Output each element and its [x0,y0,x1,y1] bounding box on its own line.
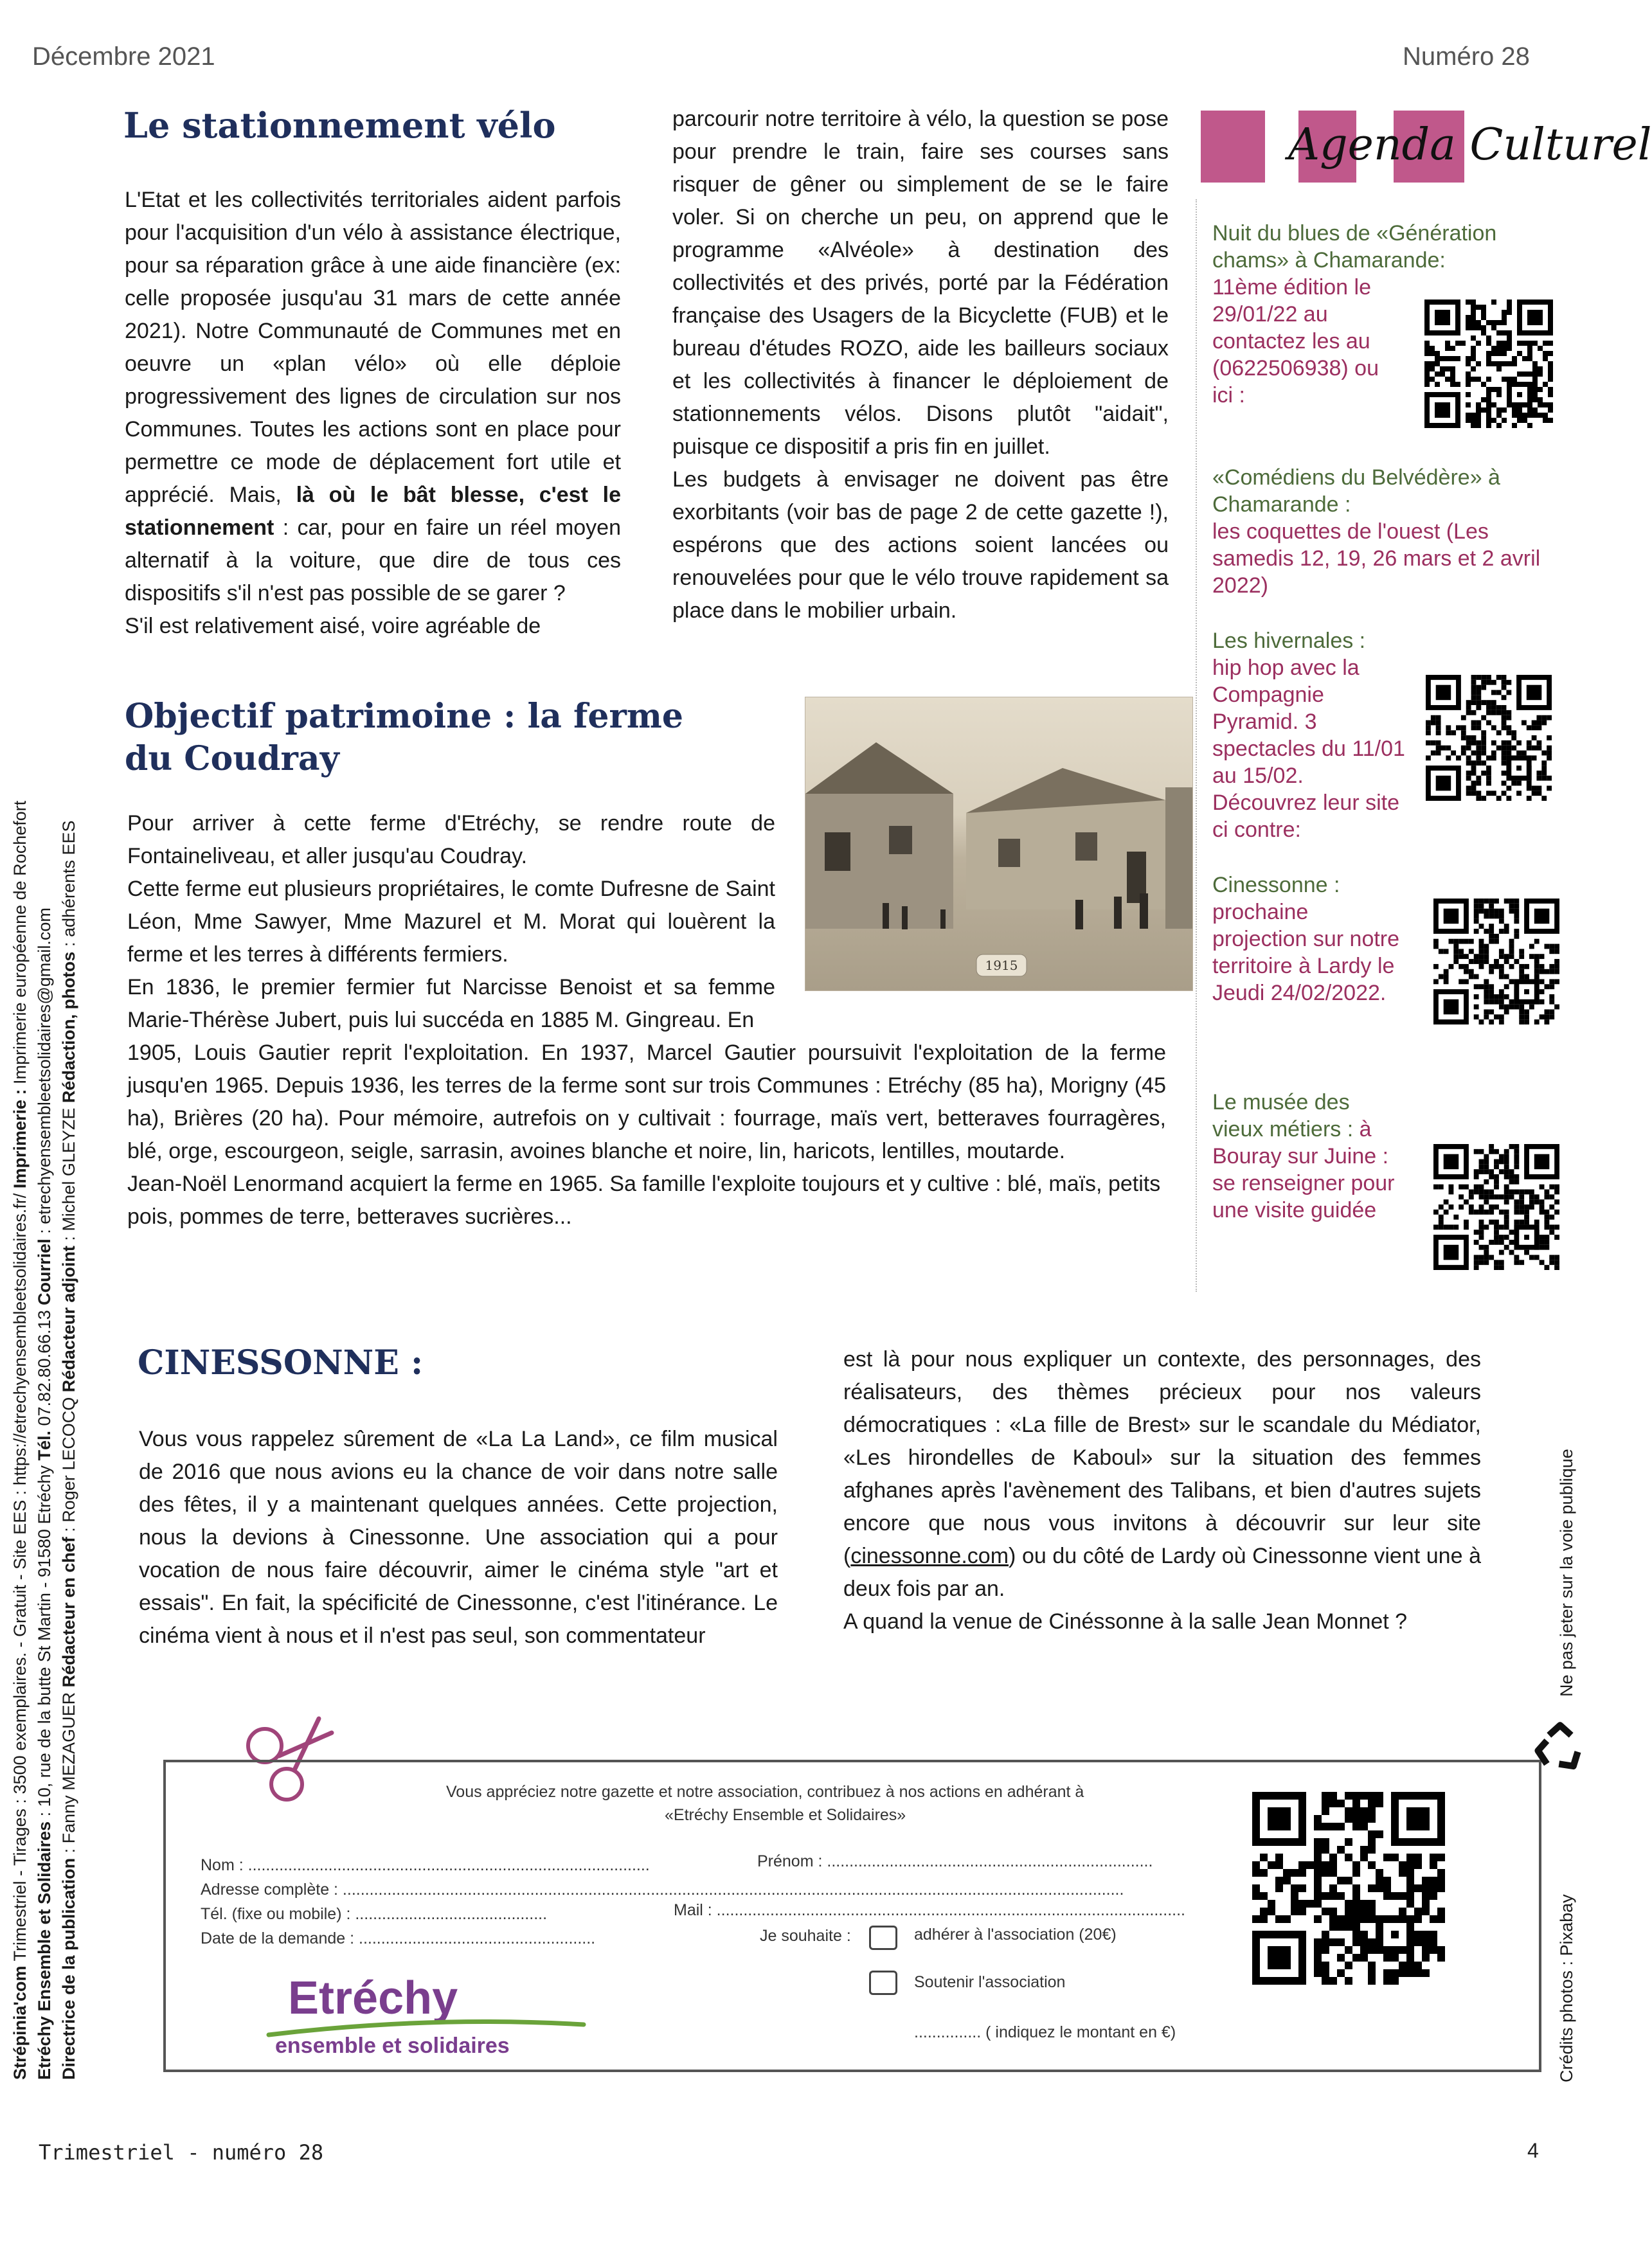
form-option-adherer-label: adhérer à l'association (20€) [914,1926,1117,1944]
patrimoine-p5: Jean-Noël Lenormand acquiert la ferme en 1965. Sa famille l'exploite toujours et y cultive : blé, maïs, petits pois, pommes de terre, betteraves sucrières... [127,1172,1161,1229]
form-checkbox-soutenir[interactable] [869,1971,897,1995]
form-option-soutenir-label: Soutenir l'association [914,1973,1066,1991]
form-souhaite-label: Je souhaite : [760,1927,851,1945]
patrimoine-col-narrow [127,807,775,1037]
photo-credits: Crédits photos : Pixabay [1557,1894,1576,2082]
colophon-line-2: Etréchy Ensemble et Solidaires : 10, rue de la butte St Martin - 91580 Etréchy Tél. 07.82.80.66.13 Courriel : etrechyensembleetsolidaires@gmail.com [35,908,54,2080]
cinessonne-col2-a: est là pour nous expliquer un contexte, des personnages, des réalisateurs, des thèmes précieux pour nos valeurs démocratiques : «La fille de Brest» sur le scandale du Médiator, «Les hirondelles de Kaboul» sur la situation des femmes afghanes après l'avènement des Talibans, et bien d'autres sujets encore que nous vous invitons à découvrir sur leur site ( [843,1347,1481,1568]
form-intro-2: «Etréchy Ensemble et Solidaires» [665,1806,906,1824]
agenda-banner [1201,111,1652,188]
ees-logo [262,1972,597,2062]
form-intro-1: Vous appréciez notre gazette et notre association, contribuez à nos actions en adhérant à [446,1783,1084,1801]
agenda-item-3-details: hip hop avec la Compagnie Pyramid. 3 spectacles du 11/01 au 15/02. Découvrez leur site ci contre: [1212,656,1405,842]
form-checkbox-adherer[interactable] [869,1926,897,1950]
logo-subtitle: ensemble et solidaires [275,2034,510,2058]
patrimoine-p4: 1905, Louis Gautier reprit l'exploitation. En 1937, Marcel Gautier poursuivit l'exploitation de la ferme jusqu'en 1965. Depuis 1936, les terres de la ferme sont sur trois Communes : Etréchy (85 ha), Morigny (45 ha), Brières (20 ha). Pour mémoire, autrefois on y cultivait : fourrage, maïs vert, betteraves fourragères, blé, orge, escourgeon, seigle, sarrasin, avoines blanche et noire, lin, haricots, lentilles, moutarde. [127,1041,1166,1163]
patrimoine-p3: En 1836, le premier fermier fut Narcisse Benoist et sa femme Marie-Thérèse Jubert, puis lui succéda en 1885 M. Gingreau. En [127,975,775,1032]
farm-photo-year: 1915 [985,958,1018,973]
agenda-item-2-heading: «Comédiens du Belvédère» à Chamarande : [1212,465,1500,517]
cinessonne-link[interactable]: cinessonne.com [850,1544,1009,1568]
form-tel-field[interactable]: Tél. (fixe ou mobile) : ........................................... [201,1905,548,1923]
cinessonne-col2-c: A quand la venue de Cinéssonne à la salle Jean Monnet ? [843,1609,1408,1634]
agenda-item-5-details: à Bouray sur Juine : se renseigner pour une visite guidée [1212,1117,1395,1222]
recycle-icon [1532,1719,1588,1774]
agenda-item-4-details: prochaine projection sur notre territoire à Lardy le Jeudi 24/02/2022. [1212,900,1400,1005]
farm-photo [805,697,1193,991]
form-nom-field[interactable]: Nom : .......................................................................................... [201,1856,650,1874]
logo-title: Etréchy [288,1972,458,2024]
form-adresse-field[interactable]: Adresse complète : ............................................................................................................................................................................... [201,1881,1124,1899]
header-date: Décembre 2021 [32,42,215,71]
agenda-item-2-details: les coquettes de l'ouest (Les samedis 12, 19, 26 mars et 2 avril 2022) [1212,519,1541,598]
form-prenom-field[interactable]: Prénom : ......................................................................... [757,1852,1153,1870]
velo-p1-b: : car, pour en faire un réel moyen alternatif à la voiture, que dire de tous ces dispositifs s'il n'est pas possible de se garer ? [125,515,621,605]
agenda-item-5 [1212,1089,1405,1224]
velo-col2-b: Les budgets à envisager ne doivent pas être exorbitants (voir bas de page 2 de cette gazette !), espérons que des actions soient lancées ou renouvelées pour que le vélo trouve rapidement sa place dans le mobilier urbain. [672,467,1169,623]
velo-col2-a: parcourir notre territoire à vélo, la question se pose pour prendre le train, faire ses courses sans risquer de gêner ou simplement de se le faire voler. Si on cherche un peu, on apprend que le programme «Alvéole» à destination des collectivités et des privés, porté par la Fédération française des Usagers de la Bicyclette (FUB) et le bureau d'études ROZO, aide les bailleurs sociaux et les collectivités à financer le déploiement de stationnements vélos. Disons plutôt "aidait", puisque ce dispositif a pris fin en juillet. [672,107,1169,459]
agenda-item-3 [1212,627,1405,843]
agenda-title: Agenda Culturel [1288,120,1652,170]
agenda-item-4-heading: Cinessonne : [1212,873,1340,897]
velo-title: Le stationnement vélo [123,105,556,146]
cinessonne-title: CINESSONNE : [138,1343,424,1382]
agenda-divider [1196,199,1198,1292]
farm-photo-drawing [805,697,1192,990]
form-montant-field[interactable]: ............... ( indiquez le montant en €) [914,2023,1176,2041]
recycle-notice: Ne pas jeter sur la voie publique [1557,1449,1576,1697]
agenda-item-3-heading: Les hivernales : [1212,629,1366,653]
form-date-field[interactable]: Date de la demande : ..................................................... [201,1929,596,1947]
qr-code-4[interactable] [1433,1144,1559,1270]
velo-p1-a: L'Etat et les collectivités territoriales aident parfois pour l'acquisition d'un vélo à assistance électrique, pour sa réparation grâce à une aide financière (ex: celle proposée jusqu'au 31 mars de cette année 2021). Notre Communauté de Communes met en oeuvre un «plan vélo» où elle déploie progressivement des lignes de circulation sur nos Communes. Toutes les actions sont en place pour permettre ce mode de déplacement fort utile et apprécié. Mais, [125,188,621,507]
agenda-banner-block-left [1201,111,1265,183]
agenda-item-4 [1212,872,1405,1006]
velo-col1 [125,184,621,643]
agenda-item-1-details: 11ème édition le 29/01/22 au contactez les au (0622506938) ou ici : [1212,275,1379,407]
patrimoine-title-line2: du Coudray [125,739,339,778]
colophon [8,634,81,2080]
velo-col2 [672,103,1169,627]
agenda-item-2 [1212,464,1547,599]
form-mail-field[interactable]: Mail : ......................................................................................................... [674,1901,1185,1919]
agenda-item-1-heading: Nuit du blues de «Génération chams» à Chamarande: [1212,221,1497,273]
footer-left: Trimestriel - numéro 28 [39,2140,324,2165]
colophon-line-3: Directrice de la publication : Fanny MEZAGUER Rédacteur en chef : Roger LECOCQ Rédacteur adjoint : Michel GLEYZE Rédaction, photos : adhérents EES [59,820,78,2080]
patrimoine-p1: Pour arriver à cette ferme d'Etréchy, se rendre route de Fontaineliveau, et aller jusqu'au Coudray. [127,811,775,868]
qr-code-3[interactable] [1433,899,1559,1024]
patrimoine-col-wide [127,1037,1166,1233]
qr-code-membership[interactable] [1252,1792,1445,1985]
colophon-line-1: Strépinia'com Trimestriel - Tirages : 3500 exemplaires. - Gratuit - Site EES : https://etrechyensembleetsolidaires.fr/ Imprimerie : Imprimerie européenne de Rochefort [10,800,30,2080]
qr-code-1[interactable] [1424,300,1553,428]
agenda-item-5-heading: Le musée des vieux métiers : [1212,1090,1360,1141]
header-issue: Numéro 28 [1403,42,1530,71]
cinessonne-col1: Vous vous rappelez sûrement de «La La Land», ce film musical de 2016 que nous avions eu la chance de voir dans notre salle des fêtes, il y a maintenant quelques années. Cette projection, nous la devions à Cinessonne. Une association qui a pour vocation de nous faire découvrir, aimer le cinéma style "art et essais". En fait, la spécificité de Cinessonne, c'est l'itinérance. Le cinéma vient à nous et il n'est pas seul, son commentateur [139,1427,778,1648]
qr-code-2[interactable] [1424,675,1553,801]
patrimoine-title-line1: Objectif patrimoine : la ferme [125,697,683,736]
patrimoine-title [125,695,683,780]
membership-form [163,1760,1541,2072]
cinessonne-col2-b: ) ou du côté de Lardy où Cinessonne vient une à deux fois par an. [843,1544,1481,1601]
cinessonne-col2 [843,1343,1481,1638]
velo-p1-bold: là où le bât blesse, c'est le stationnement [125,483,621,540]
patrimoine-p2: Cette ferme eut plusieurs propriétaires, le comte Dufresne de Saint Léon, Mme Sawyer, Mme Mazurel et M. Morat qui louèrent la ferme et les terres à différents fermiers. [127,877,775,967]
page-number: 4 [1527,2139,1539,2162]
velo-p1-c: S'il est relativement aisé, voire agréable de [125,614,541,638]
